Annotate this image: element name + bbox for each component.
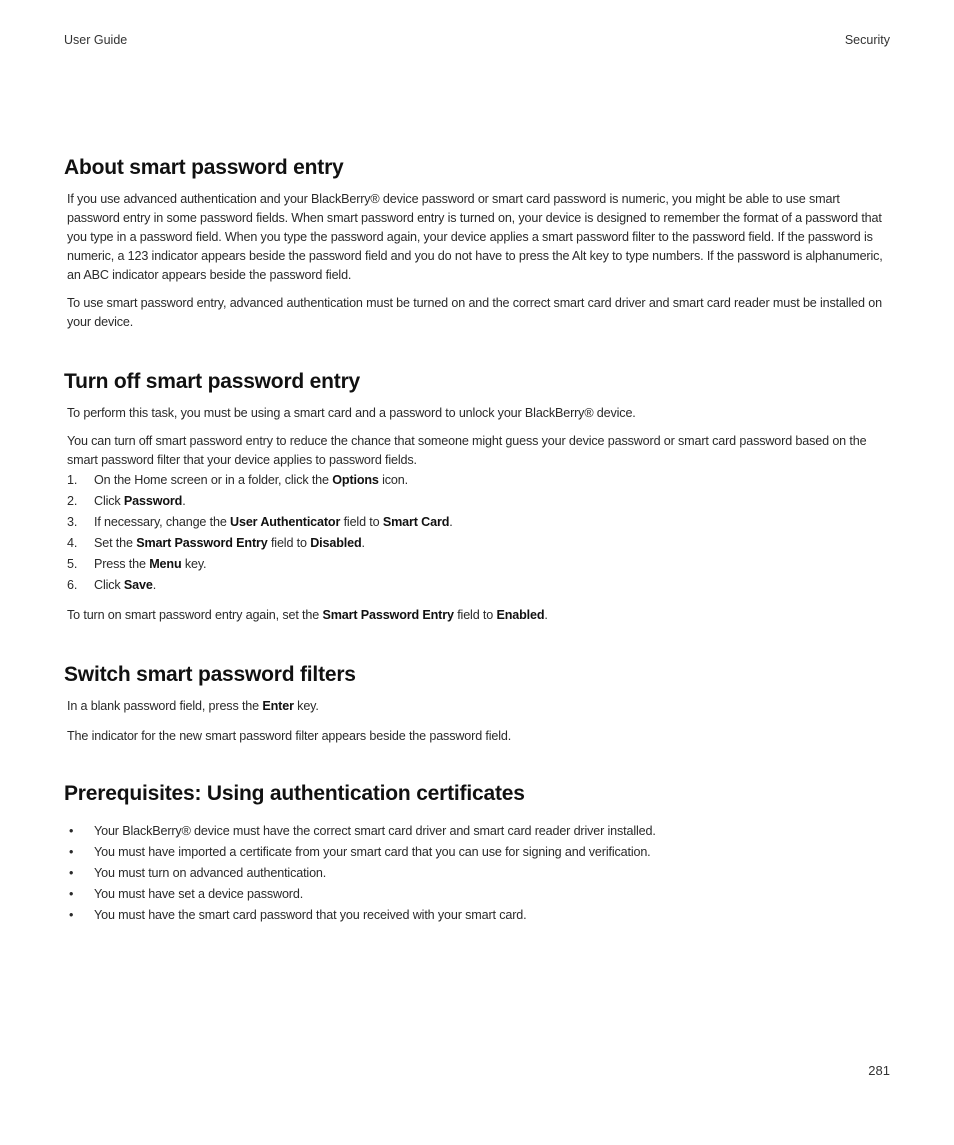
list-item: • You must have set a device password. [67,884,892,905]
section-turn-off-smart-password-entry [64,369,892,634]
paragraph: To use smart password entry, advanced authentication must be turned on and the correct smart card driver and smart card reader must be installed on your device. [67,296,882,329]
section-prerequisites-authentication-certificates [64,781,892,936]
section-switch-smart-password-filters [64,662,892,755]
step-number: 1. [67,473,78,487]
step-number: 4. [67,536,78,550]
paragraph: The indicator for the new smart password filter appears beside the password field. [67,729,512,743]
bullet: • [69,866,74,880]
list-item: 5. Press the Menu key. [67,554,892,575]
list-item: 3. If necessary, change the User Authenticator field to Smart Card. [67,512,892,533]
step-number: 3. [67,515,78,529]
paragraph: To turn on smart password entry again, set the Smart Password Entry field to Enabled. [67,608,548,622]
list-item: 1. On the Home screen or in a folder, click the Options icon. [67,470,892,491]
section-about-smart-password-entry [64,155,892,341]
bullet: • [69,845,74,859]
paragraph: If you use advanced authentication and your BlackBerry® device password or smart card password is numeric, you might be able to use smart password entry in some password fields. When smart password entry is turned on, your device is designed to remember the format of a password that you type in a password field. When you type the password again, your device applies a smart password filter to the password field. If the password is numeric, a 123 indicator appears beside the password field and you do not have to press the Alt key to type numbers. If the password is alphanumeric, an ABC indicator appears beside the password field. [67,192,883,282]
bullet: • [69,908,74,922]
list-item: 6. Click Save. [67,575,892,596]
list-item: • Your BlackBerry® device must have the correct smart card driver and smart card reader driver installed. [67,821,892,842]
section-heading: About smart password entry [64,156,344,179]
paragraph: To perform this task, you must be using a smart card and a password to unlock your BlackBerry® device. [67,406,636,420]
list-item: 4. Set the Smart Password Entry field to Disabled. [67,533,892,554]
step-number: 6. [67,578,78,592]
prerequisites-list [67,821,892,926]
section-heading: Prerequisites: Using authentication certificates [64,782,525,805]
section-heading: Switch smart password filters [64,663,356,686]
paragraph: In a blank password field, press the Enter key. [67,699,319,713]
paragraph: You can turn off smart password entry to reduce the chance that someone might guess your device password or smart card password based on the smart password filter that your device applies to password fields. [67,434,867,467]
step-number: 5. [67,557,78,571]
list-item: • You must turn on advanced authentication. [67,863,892,884]
list-item: • You must have imported a certificate from your smart card that you can use for signing and verification. [67,842,892,863]
list-item: • You must have the smart card password that you received with your smart card. [67,905,892,926]
step-number: 2. [67,494,78,508]
running-header-right: Security [844,33,890,47]
steps-list [67,470,892,596]
list-item: 2. Click Password. [67,491,892,512]
running-header-left: User Guide [64,33,128,47]
bullet: • [69,824,74,838]
page-number: 281 [868,1063,890,1078]
bullet: • [69,887,74,901]
section-heading: Turn off smart password entry [64,370,361,393]
